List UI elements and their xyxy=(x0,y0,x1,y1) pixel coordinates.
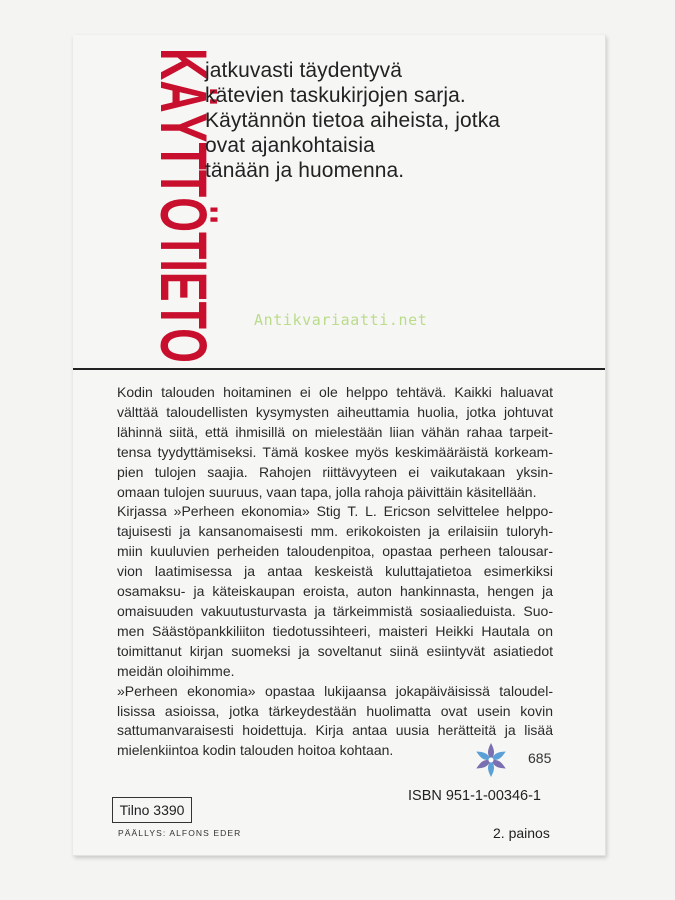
blurb-line: osamaksu- ja käteiskaupan eroista, auton hankinnasta, hengen ja xyxy=(117,583,553,600)
tagline-line: tänään ja huomenna. xyxy=(205,159,405,182)
blurb-line: vion laatimisessa ja antaa keskeistä kuluttajatietoa esimerkiksi xyxy=(117,563,553,580)
tagline-line: ovat ajankohtaisia xyxy=(205,134,375,157)
section-divider xyxy=(73,368,605,370)
blurb-line: »Perheen ekonomia» opastaa lukijaansa jokapäiväisissä taloudel- xyxy=(117,682,553,699)
publisher-code: 685 xyxy=(528,750,552,766)
blurb-line: sattumanvaraisesti hoidettuja. Kirja antaa uusia herätteitä ja lisää xyxy=(117,722,553,739)
blurb-line: pien tulojen saajia. Rahojen riittävyyteen ei vaikutakaan yksin- xyxy=(117,463,553,480)
blurb-line: lähinnä siitä, että ihmisillä on mielestään liian vähän rahaa tarpeit- xyxy=(117,423,553,440)
blurb-line: Kodin talouden hoitaminen ei ole helppo tehtävä. Kaikki haluavat xyxy=(117,384,553,400)
tagline-line: jatkuvasti täydentyvä xyxy=(205,59,403,82)
series-brand-wordmark xyxy=(99,48,221,513)
blurb-line: omaan tulojen suuruus, vaan tapa, jolla rahoja päivittäin käsitellään. xyxy=(117,483,537,500)
tagline-line: Käytännön tietoa aiheista, jotka xyxy=(205,109,501,132)
blurb-line: tensa tyydyttämiseksi. Tämä koskee myös keskimääräistä korkeam- xyxy=(117,443,553,460)
blurb-text xyxy=(117,383,553,761)
blurb-line: välttää taloudellisten kysymysten aiheuttamia huolia, jotka johtuvat xyxy=(117,403,553,420)
star-flower-icon xyxy=(471,740,511,780)
tagline-line: kätevien taskukirjojen sarja. xyxy=(205,84,466,107)
watermark: Antikvariaatti.net xyxy=(254,311,428,329)
blurb-line: omaisuuden vakuutusturvasta ja tärkeimmistä sosiaalieduista. Suo- xyxy=(117,602,553,619)
blurb-line: mielenkiintoa kodin talouden hoitoa kohtaan. xyxy=(117,742,394,759)
blurb-paragraph xyxy=(117,502,553,681)
blurb-line: toimittanut kirjan suomeksi ja soveltanut siinä esiintyvät asiatiedot xyxy=(117,642,553,659)
blurb-line: meidän oloihimme. xyxy=(117,662,235,679)
series-brand-text: KÄYTTÖTIETO xyxy=(147,48,221,513)
blurb-line: miin kuuluvien perheiden taloudenpitoa, opastaa perheen talousar- xyxy=(117,543,553,560)
price-code-box: Tilno 3390 xyxy=(112,797,192,823)
series-tagline xyxy=(205,58,575,183)
blurb-line: men Säästöpankkiliiton tiedotussihteeri, maisteri Heikki Hautala on xyxy=(117,622,553,639)
blurb-line: Kirjassa »Perheen ekonomia» Stig T. L. Ericson selvittelee helppo- xyxy=(117,503,553,520)
cover-credit: PÄÄLLYS: ALFONS EDER xyxy=(118,828,242,838)
blurb-line: tajuisesti ja kansanomaisesti mm. erikokoisten ja erilaisiin tuloryh- xyxy=(117,523,553,540)
blurb-paragraph xyxy=(117,383,553,502)
edition-label: 2. painos xyxy=(493,825,550,841)
blurb-line: lisissa asioissa, jotka tärkeydestään huolimatta ovat usein kovin xyxy=(117,702,553,719)
isbn-number: ISBN 951-1-00346-1 xyxy=(408,788,541,804)
